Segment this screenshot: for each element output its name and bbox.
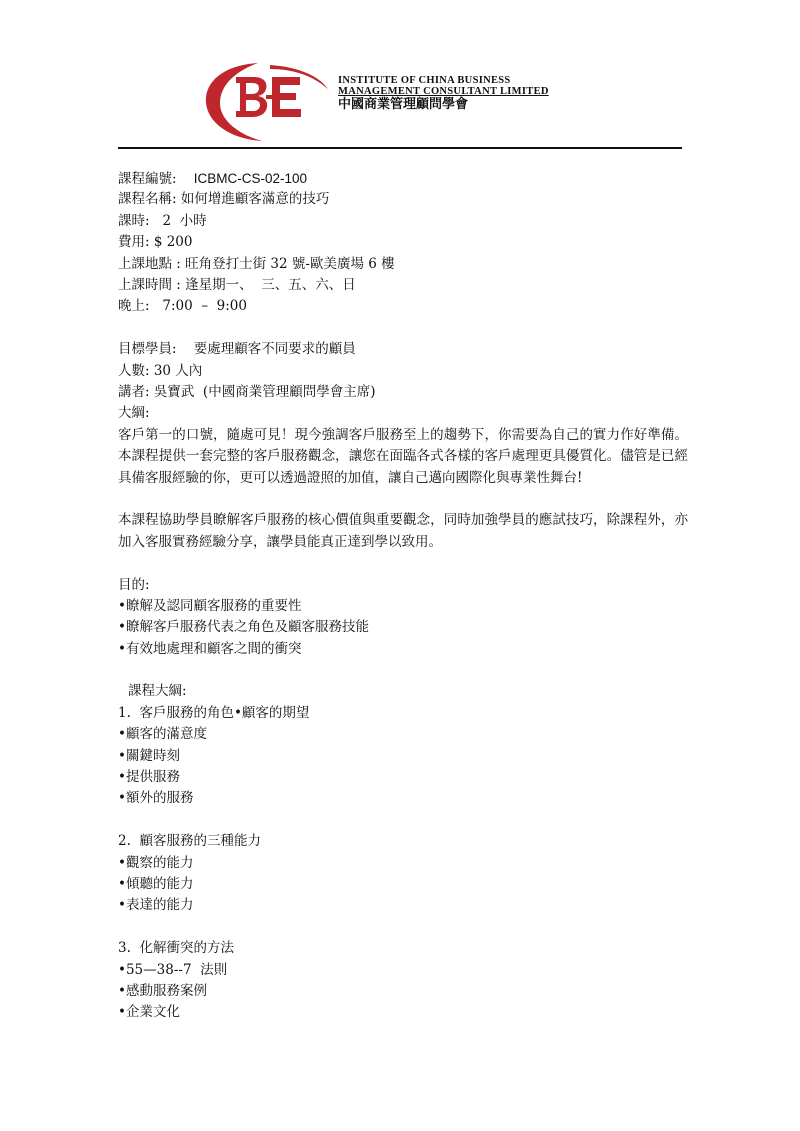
syllabus-item: •觀察的能力: [118, 854, 194, 871]
course-location-line: 上課地點 : 旺角登打士街 32 號-歐美廣場 6 樓: [118, 255, 395, 272]
intro-paragraph-2: 本課程協助學員瞭解客戶服務的核心價值與重要觀念，同時加強學員的應試技巧，除課程外，亦加入客服實務經驗分享，讓學員能真正達到學以致用。: [118, 512, 688, 550]
capacity-line: 人數: 30 人內: [118, 362, 203, 379]
objective-item: •有效地處理和顧客之間的衝突: [118, 640, 302, 657]
syllabus-item: •額外的服務: [118, 790, 194, 807]
syllabus-item: •關鍵時刻: [118, 747, 180, 764]
course-hours-label: 課時:: [118, 212, 150, 229]
org-name-zh: 中國商業管理顧問學會: [338, 97, 469, 113]
course-name-label: 課程名稱:: [118, 191, 177, 208]
syllabus-item: •企業文化: [118, 1004, 180, 1021]
spacer: [118, 917, 688, 938]
course-name-line: [118, 189, 688, 210]
syllabus-item: •提供服務: [118, 769, 180, 786]
course-schedule-line: 上課時間 : 逢星期一、 三、五、六、日: [118, 276, 356, 293]
org-name-en-line1: INSTITUTE OF CHINA BUSINESS: [338, 75, 511, 86]
target-value: 要處理顧客不同要求的顧員: [193, 341, 356, 358]
course-evening-line: 晚上: 7:00 – 9:00: [118, 298, 247, 315]
course-hours-line: [118, 211, 688, 232]
letterhead: [0, 0, 800, 150]
course-name-value: 如何增進顧客滿意的技巧: [180, 191, 330, 208]
course-fee-line: 費用: $ 200: [118, 234, 193, 251]
header-divider: [118, 147, 682, 149]
syllabus-item: •55—38--7 法則: [118, 961, 228, 978]
syllabus-item: •傾聽的能力: [118, 875, 194, 892]
syllabus-section-1-title: 1. 客戶服務的角色•顧客的期望: [118, 704, 310, 721]
outline-label: 大綱:: [118, 405, 150, 422]
intro-paragraph-1: 客戶第一的口號，隨處可見！現今強調客戶服務至上的趨勢下，你需要為自己的實力作好準備。本課程提供一套完整的客戶服務觀念，讓您在面臨各式各樣的客戶處理更具優質化。儘管是已經具備客服經驗的你，更可以透過證照的加值，讓自己邁向國際化與專業性舞台!: [118, 426, 688, 486]
course-code-value: ICBMC-CS-02-100: [193, 171, 308, 186]
spacer: [118, 489, 688, 510]
spacer: [118, 318, 688, 339]
spacer: [118, 660, 688, 681]
spacer: [118, 553, 688, 574]
org-name-en-line2: MANAGEMENT CONSULTANT LIMITED: [338, 85, 549, 97]
syllabus-section-3-title: 3. 化解衝突的方法: [118, 940, 234, 957]
syllabus-label: 課程大綱:: [128, 683, 187, 700]
syllabus-section-2-title: 2. 顧客服務的三種能力: [118, 833, 261, 850]
course-hours-value: 2 小時: [162, 212, 207, 229]
target-label: 目標學員:: [118, 341, 177, 358]
objective-item: •瞭解及認同顧客服務的重要性: [118, 597, 302, 614]
objective-item: •瞭解客戶服務代表之角色及顧客服務技能: [118, 619, 369, 636]
course-document-body: [118, 168, 688, 1024]
syllabus-item: •表達的能力: [118, 897, 194, 914]
syllabus-item: •感動服務案例: [118, 982, 207, 999]
institute-logo: [200, 55, 335, 145]
spacer: [118, 810, 688, 831]
course-code-label: 課程編號:: [118, 171, 177, 187]
course-code-line: [118, 168, 688, 189]
lecturer-line: 講者: 吳寶武 (中國商業管理顧問學會主席): [118, 383, 376, 400]
organization-name: [338, 76, 549, 112]
target-line: [118, 339, 688, 360]
objectives-label: 目的:: [118, 576, 150, 593]
syllabus-item: •顧客的滿意度: [118, 726, 207, 743]
